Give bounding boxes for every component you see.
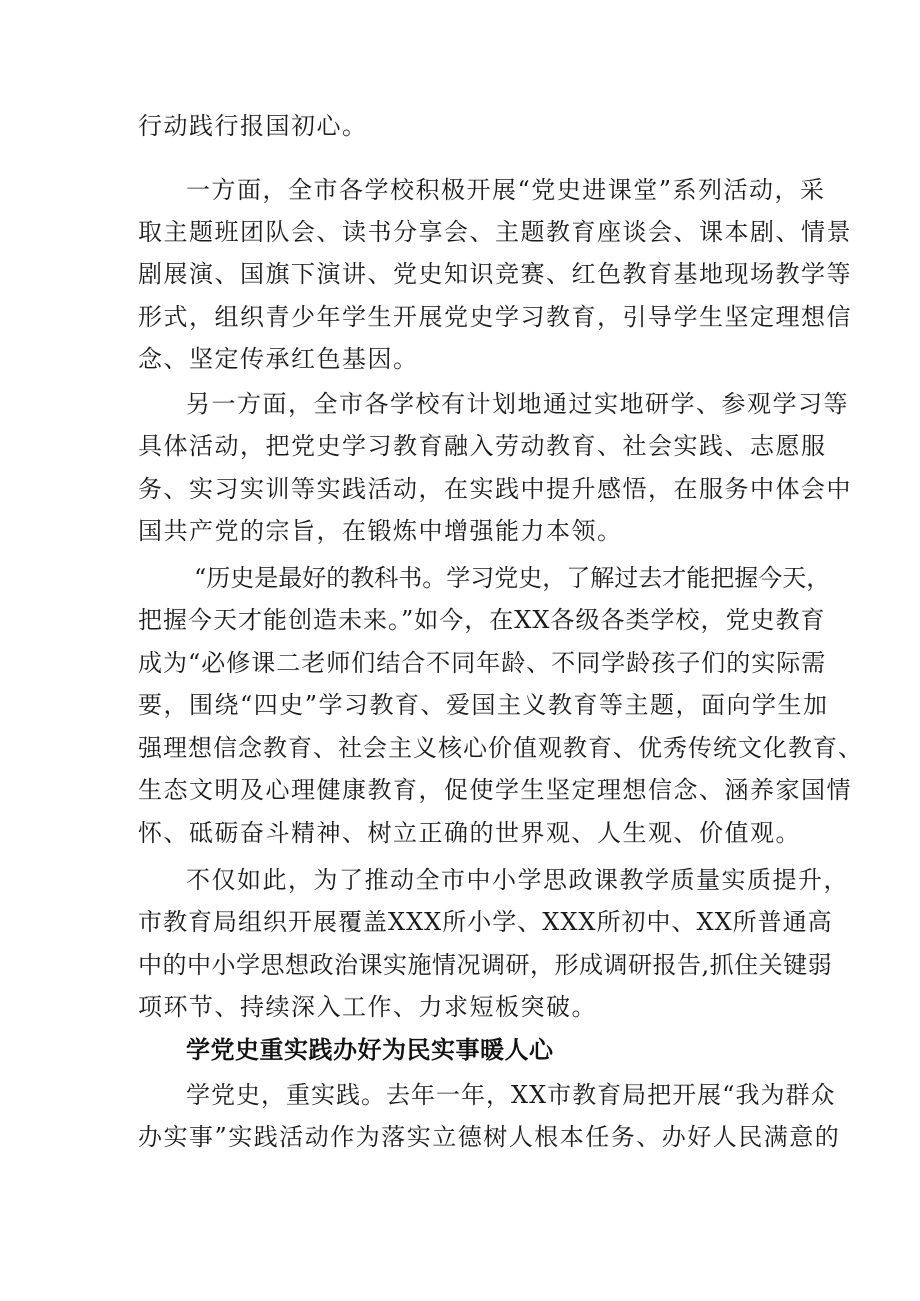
text-line: 办实事”实践活动作为落实立德树人根本任务、办好人民满意的 xyxy=(138,1123,841,1151)
text-line: 项环节、持续深入工作、力求短板突破。 xyxy=(138,993,597,1021)
section-heading: 学党史重实践办好为民实事暖人心 xyxy=(186,1036,554,1064)
text-line: 剧展演、国旗下演讲、党史知识竞赛、红色教育基地现场教学等 xyxy=(138,260,852,288)
paragraph-first-line: 不仅如此，为了推动全市中小学思政课教学质量实质提升， xyxy=(186,866,849,894)
text-line: 市教育局组织开展覆盖XXX所小学、XXX所初中、XX所普通高 xyxy=(138,908,833,936)
text-line: 强理想信念教育、社会主义核心价值观教育、优秀传统文化教育、 xyxy=(138,734,863,762)
text-line: 成为“必修课二老师们结合不同年龄、不同学龄孩子们的实际需 xyxy=(138,649,827,677)
text-line: 怀、砥砺奋斗精神、树立正确的世界观、人生观、价值观。 xyxy=(138,819,801,847)
text-line: 生态文明及心理健康教育，促使学生坚定理想信念、涵养家国情 xyxy=(138,776,852,804)
text-line: 取主题班团队会、读书分享会、主题教育座谈会、课本剧、情景 xyxy=(138,218,852,246)
text-line: 中的中小学思想政治课实施情况调研，形成调研报告,抓住关键弱 xyxy=(138,951,833,979)
text-line: 具体活动，把党史学习教育融入劳动教育、社会实践、志愿服 xyxy=(138,432,827,460)
text-line: 行动践行报国初心。 xyxy=(138,112,368,140)
text-line: 把握今天才能创造未来。”如今，在XX各级各类学校，党史教育 xyxy=(138,606,826,634)
text-line: 国共产党的宗旨，在锻炼中增强能力本领。 xyxy=(138,517,623,545)
paragraph-first-line: 学党史，重实践。去年一年，XX市教育局把开展“我为群众 xyxy=(186,1081,836,1109)
paragraph-first-line: 另一方面，全市各学校有计划地通过实地研学、参观学习等 xyxy=(186,390,849,418)
text-line: 要，围绕“四史”学习教育、爱国主义教育等主题，面向学生加 xyxy=(138,691,829,719)
text-line: 务、实习实训等实践活动，在实践中提升感悟，在服务中体会中 xyxy=(138,475,852,503)
text-line: 形式，组织青少年学生开展党史学习教育，引导学生坚定理想信 xyxy=(138,303,852,331)
text-line: 念、坚定传承红色基因。 xyxy=(138,345,419,373)
paragraph-first-line: 一方面，全市各学校积极开展“党史进课堂”系列活动，采 xyxy=(186,176,826,204)
paragraph-first-line: “历史是最好的教科书。学习党史，了解过去才能把握今天， xyxy=(194,564,831,592)
